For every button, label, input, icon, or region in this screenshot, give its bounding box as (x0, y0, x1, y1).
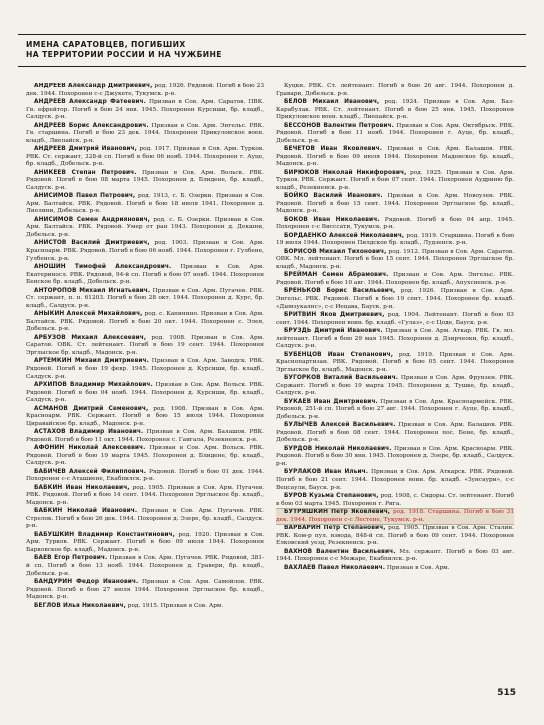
entry-text: род. 1908. Призван в Сов. Арм. Красноарм. РВК. Сержант. Погиб в бою 15 июля 1944. Похоронен Циравайское бр. кладб., Мадонск. р-н. (26, 405, 264, 427)
entry-name: БУТРЯШКИН Петр Яковлевич, (284, 509, 391, 515)
memorial-entry (26, 508, 264, 531)
entry-name: АНДРЕЕВ Александр Дмитриевич, (34, 83, 153, 89)
entry-name: БУРДОВ Николай Николаевич. (284, 445, 392, 452)
memorial-entry (26, 288, 264, 311)
entry-name: АРБУЗОВ Михаил Алексеевич, (34, 334, 147, 341)
entry-name: БАБКИН Николай Иванович. (34, 508, 138, 515)
entry-name: БАБИЧЕВ Алексей Филиппович. (34, 468, 147, 475)
memorial-entry (276, 99, 514, 122)
entry-text: Призван в Сов. Арм. Красноармейск. РВК. Рядовой, 251-й сп. Погиб в бою 27 авг. 1944. Похоронен г. Ауце, бр. кладб., Добельск. р-н. (276, 398, 514, 420)
entry-text: Призван в Сов. Арм. Аткар. РВК. Гв. мл. лейтенант. Погиб в бою 29 мая 1945. Похоронен д. Дзирчеоки, бр. кладб., Салдуск. р-н. (276, 327, 514, 350)
entry-name: БАБКИН Иван Николаевич, (34, 484, 130, 491)
memorial-entry (276, 123, 514, 146)
entry-name: ВАРВАРИН Петр Степанович, (284, 524, 386, 531)
entry-text: род. 1925. Призван в Сов. Арм. Турков. РВК. Сержант. Погиб в бою 07 сент. 1944. Похоронен Аудриню бр. кладб., Резекненск. р-н. (276, 169, 514, 191)
entry-text: род. 1904. Лейтенант. Погиб в бою 03 сент. 1944. Похоронен воин. бр. кладб. «Гулаз», с-с Цоде, Бауск. р-н. (276, 311, 514, 326)
memorial-entry (276, 83, 514, 98)
left-column (26, 83, 264, 683)
entry-text: Призван в Сов. Арм. Заводск. РВК. Рядовой. Погиб в бою 19 февр. 1945. Похоронен д. Курсиши, бр. кладб., Салдуск. р-н. (26, 358, 264, 380)
memorial-entry (276, 217, 514, 232)
entry-name: АНОШИН Тимофей Александрович. (34, 264, 172, 271)
memorial-entry (26, 579, 264, 602)
entry-text: Призван в Сов. Арм. Пугачев. РВК. Стрелок. Погиб в бою 26 дек. 1944. Похоронен д. Эзере, бр. кладб., Салдуск. р-н. (26, 508, 264, 530)
entry-text: Призван в Сов. Арм. Екатериносл. РВК. Рядовой, 94-й сп. Погиб в бою 07 нояб. 1944. Похоронен Бенское бр. кладб., Добельск. р-н. (26, 264, 264, 286)
entry-name: БЕЧЕТОВ Иван Яковлевич. (284, 146, 383, 153)
memorial-entry (26, 217, 264, 240)
memorial-entry (26, 146, 264, 169)
entry-name: БОЙКО Василий Иванович. (284, 193, 383, 200)
memorial-entry (276, 446, 514, 469)
memorial-entry (276, 249, 514, 272)
memorial-entry (26, 123, 264, 146)
entry-text: Призван в Сов. Арм. Пугачев. РВК. Ст. сержант, п. п. 61203. Погиб в бою 28 окт. 1944. Похоронен д. Курс, бр. кладб., Салдуск. р-н. (26, 287, 264, 309)
entry-name: БЕГЛОВ Илья Николаевич, (34, 602, 126, 609)
entry-name: БУБЕНЦОВ Иван Степанович, (284, 351, 394, 358)
entry-name: БАБУШКИН Владимир Константинович, (34, 531, 175, 538)
memorial-entry (276, 233, 514, 248)
entry-text: Призван в Сов. Арм. Балашов. РВК. Рядовой. Погиб в бою 08 сент. 1944. Похоронен пос. Бене, бр. кладб., Добельск. р-н. (276, 422, 514, 444)
memorial-entry (26, 170, 264, 193)
entry-name: АНТОРОПОВ Михаил Игнатьевич. (34, 287, 151, 294)
memorial-entry (26, 240, 264, 263)
memorial-entry (26, 264, 264, 287)
entry-name: БРЕНЬКОВ Борис Васильевич, (284, 288, 396, 295)
memorial-entry (276, 549, 514, 564)
entry-name: БОРИСОВ Михаил Тихонович, (284, 248, 387, 255)
entry-name: БАЕВ Егор Петрович. (34, 555, 108, 562)
entry-text: Призван в Сов. Арм. Балашов. РВК. Рядовой. Погиб в бою 09 июля 1944. Похоронен Мадонское бр. кладб., Мадонск. р-н. (276, 146, 514, 168)
entry-name: БОРДАЕНКО Алексей Николаевич, (284, 232, 405, 239)
memorial-entry (276, 509, 514, 524)
entry-text: Рядовой. Погиб в бою 04 апр. 1945. Похоронен с-с Висссати, Тукумск. р-н. (276, 216, 514, 231)
entry-text: Призван в Сов. Арм. Балашов. РВК. Рядовой. Погиб в бою 11 окт. 1944. Похоронен с. Гаигала, Резекненск. р-н. (26, 429, 264, 443)
entry-name: БЕЛОВ Михаил Иванович, (284, 98, 380, 105)
memorial-entry (26, 311, 264, 334)
entry-name: АНДРЕЕВ Дмитрий Иванович, (34, 146, 137, 153)
memorial-entry (26, 485, 264, 508)
entry-name: БОКОВ Иван Николаевич. (284, 216, 380, 223)
entry-text: Призван в Сов. Арм. (386, 564, 450, 571)
entry-text: Призван в Сов. Арм. Новоузен. РВК. Рядовой. Погиб в бою 15 сент. 1944. Похоронен Эрглыское бр. кладб., Мадонск. р-н. (276, 193, 514, 215)
memorial-entry (276, 469, 514, 492)
entry-text: род. 1915. Призван в Сов. Арм. (127, 602, 224, 609)
memorial-entry (26, 99, 264, 122)
memorial-entry (276, 312, 514, 327)
entry-text: род. 1908, с. Сидоры. Ст. лейтенант. Погиб в бою 03 марта 1945. Похоронен г. Рига. (276, 493, 514, 507)
entry-text: род. 1926. Призван в Сов. Арм. Энгельс. РВК. Рядовой. Погиб в бою 19 сент. 1944. Похоронен бр. кладб. «Дымзукалнс», с-с Иецава, Бауск. р-н. (276, 288, 514, 310)
entry-name: АСТАХОВ Владимир Иванович. (34, 429, 144, 436)
page-number: 515 (497, 688, 516, 698)
memorial-entry (26, 555, 264, 578)
entry-name: БУКАЕВ Иван Дмитриевич. (284, 398, 378, 405)
entry-text: род. с. Капинино. Призван в Сов. Арм. Балтайск. РВК. Рядовой. Погиб в бою 20 окт. 1944. Похоронен с. Элея, Добельск. р-н. (26, 311, 264, 333)
entry-text: род. 1926. Рядовой. Погиб в бою 23 дек. 1944. Похоронен с-с Джукете, Тукумск. р-н. (26, 83, 264, 97)
entry-text: род. 1917. Призван в Сов. Арм. Турков. РВК. Ст. сержант, 328-й сп. Погиб в бою 06 нояб. 1944. Похоронен г. Ауце, бр. кладб., Добельск. р-н. (26, 146, 264, 168)
entry-text: Мл. сержант. Погиб в бою 03 авг. 1944. Похоронен с-с Межаре, Екабпилск. р-н. (276, 548, 514, 563)
entry-name: БУРЛАКОВ Иван Ильич. (284, 469, 369, 476)
entry-text: род. 1919. Старшина. Погиб в бою 19 июля 1944. Похоронен Пилдское бр. кладб., Лудзенск. р-н. (276, 232, 514, 247)
entry-name: АНЫКИН Алексей Михайлович, (34, 311, 143, 318)
entry-name: БРЕЙМАН Семен Абрамович. (284, 272, 389, 279)
memorial-entry (26, 469, 264, 484)
entry-text: Призван в Сов. Арм. Фрунзен. РВК. Сержант. Погиб в бою 19 марта 1945. Похоронен д. Тушке, бр. кладб., Салдуск. р-н. (276, 375, 514, 397)
entry-name: БИРЮКОВ Николай Никифорович, (284, 169, 407, 176)
entry-text: Призван в Сов. Арм. Вольск. РВК. Рядовой. Погиб в бою 08 марта 1945. Похоронен д. Блидене, бр. кладб., Салдуск. р-н. (26, 169, 264, 191)
entry-text: Призван в Сов. Арм. Аткарск. РВК. Рядовой. Погиб в бою 21 сент. 1944. Похоронен воин. бр. кладб. «Зунсаури», с-с Вецсаули, Бауск. р-н. (276, 469, 514, 491)
memorial-entry (276, 565, 514, 573)
memorial-entry (26, 603, 264, 611)
entry-text: Призван в Сов. Арм. Красноарм. РВК. Рядовой. Погиб в бою 30 янв. 1945. Похоронен д. Эзере, бр. кладб., Салдуск. р-н. (276, 445, 514, 468)
entry-text: род. 1905. Призван в Сов. Арм. Пугачев. РВК. Рядовой. Погиб в бою 14 сент. 1944. Похоронен Эрглыское бр. кладб., Мадонск. р-н. (26, 484, 264, 506)
entry-text: Призван в Сов. Арм. Вольск. РВК. Рядовой. Погиб в бою 19 марта 1945. Похоронен д. Блидене, бр. кладб., Салдуск. р-н. (26, 445, 264, 467)
entry-name: АНДРЕЕВ Борис Александрович. (34, 122, 149, 129)
entry-name: ВАХЛАЕВ Павел Николаевич. (284, 564, 386, 571)
entry-text: Призван в Сов. Арм. Пугачев. РВК. Рядовой, 381-й сп. Погиб в бою 13 нояб. 1944. Похоронен д. Гравери, бр. кладб., Добельск. р-н. (26, 555, 264, 577)
entry-text: Куцкн. РВК. Ст. лейтенант. Погиб в бою 26 авг. 1944. Похоронен д. Гравари, Добельск. р-н. (276, 83, 514, 97)
entry-name: БЕССОНОВ Валентин Петрович. (284, 122, 394, 129)
entry-text: род. 1919. Призван в Сов. Арм. Краснопартизан. РВК. Рядовой. Погиб в бою 05 сент. 1944. Похоронен Эрглыское бр. кладб., Мадонск. р-н. (276, 351, 514, 373)
entry-text: род. 1912. Призван в Сов. Арм. Саратов. ОВК. Мл. лейтенант. Погиб в бою 15 сент. 1944. Похоронен Эрглыское бр. кладб., Мадонск. р-н. (276, 248, 514, 271)
top-rule (18, 34, 526, 35)
entry-name: АРТЕМКИН Михаил Дмитриевич. (34, 358, 149, 365)
memorial-entry (26, 382, 264, 405)
memorial-entry (276, 422, 514, 445)
header-rule (18, 66, 526, 67)
entry-text: Призван в Сов. Арм. Энгельс. РВК. Рядовой. Погиб в бою 10 авг. 1944. Похоронен бр. кладб., Апухсненск. р-н. (276, 272, 514, 287)
entry-name: БРУЗДЬ Дмитрий Иванович. (284, 327, 383, 334)
entry-name: БУРОВ Кузьма Степанович, (284, 493, 379, 500)
entry-text: род. 1903. Призван в Сов. Арм. Красноарм. РВК. Рядовой. Погиб в бою 06 нояб. 1944. Похоронен г. Гулбене, Гулбенск. р-н. (26, 240, 264, 262)
right-column (276, 83, 514, 683)
header-line-1: ИМЕНА САРАТОВЦЕВ, ПОГИБШИХ (26, 40, 186, 49)
memorial-entry (26, 83, 264, 98)
entry-name: БАНДУРИН Федор Иванович. (34, 578, 139, 585)
entry-name: АНИСТОВ Василий Дмитриевич, (34, 240, 150, 247)
entry-name: БРИТВИН Яков Дмитриевич, (284, 311, 385, 318)
memorial-entry (276, 399, 514, 422)
memorial-entry (26, 335, 264, 358)
entry-text: род. 1918. Старшина. Погиб в бою 31 дек. 1944. Похоронен с-с Лестене, Тукумск. р-н. (276, 509, 514, 523)
memorial-entry (276, 146, 514, 169)
memorial-entry (276, 375, 514, 398)
memorial-entry (26, 429, 264, 444)
memorial-entry (276, 352, 514, 375)
header-line-2: НА ТЕРРИТОРИИ РОССИИ И НА ЧУЖБИНЕ (26, 50, 222, 59)
entry-name: БУЛЫЧЕВ Алексей Васильевич. (284, 422, 396, 429)
entry-name: АНИСИМОВ Павел Петрович, (34, 193, 136, 200)
memorial-entry (26, 358, 264, 381)
memorial-entry (276, 525, 514, 548)
memorial-entry (26, 406, 264, 429)
memorial-entry (276, 493, 514, 508)
entry-text: Призван в Сов. Арм. Октябрьск. РВК. Рядовой. Погиб в бою 11 нояб. 1944. Похоронен г. Ауце, бр. кладб., Добельск. р-н. (276, 122, 514, 144)
entry-text: род. 1924. Призван в Сов. Арм. Баз-Карабулак. РВК. Ст. лейтенант. Погиб в бою 25 янв. 1945. Похоронен Прикуловское воен. кладб., Лиепайск. р-н. (276, 98, 514, 121)
memorial-entry (26, 445, 264, 468)
section-header (26, 40, 222, 60)
memorial-entry (276, 170, 514, 193)
entry-text: род. 1920. Призван в Сов. Арм. Турков. РВК. Сержант. Погиб в бою 09 июля 1944. Похоронен Барковское бр. кладб., Мадонск. р-н. (26, 531, 264, 553)
entry-text: род. 1908. Призван в Сов. Арм. Саратов. ОВК. Ст. лейтенант. Погиб в бою 19 сент. 1944. Похоронен Эрглыское бр. кладб., Мадонск. р-н. (26, 334, 264, 356)
memorial-entry (26, 532, 264, 555)
entry-text: Призван в Сов. Арм. Самойлов. РВК. Рядовой. Погиб в бою 27 июля 1944. Похоронен Эрглыское бр. кладб., Мадонск. р-н. (26, 578, 264, 601)
entry-text: род. 1913, с. Б. Озерки. Призван в Сов. Арм. Балтайск. РВК. Рядовой. Погиб в бою 18 июля 1941. Похоронен д. Лиелини, Добельск. р-н. (26, 193, 264, 215)
memorial-entry (26, 193, 264, 216)
entry-text: род. с. Б. Озерки. Призван в Сов. Арм. Балтайск. РВК. Рядовой. Умер от ран 1943. Похоронен д. Декшни, Добельск. р-н. (26, 216, 264, 239)
memorial-entry (276, 328, 514, 351)
entry-name: АФОНИН Николай Алексеевич. (34, 445, 146, 452)
entry-name: АНИСИМОВ Семен Андриянович, (34, 216, 150, 223)
entry-name: АНИКЕЕВ Степан Петрович. (34, 169, 137, 176)
entry-text: Рядовой. Погиб в бою 01 дек. 1944. Похоронен с-с Аташиене, Екабпилск. р-н. (26, 468, 264, 483)
entry-text: род. 1905. Призван в Сов. Арм. Сталин. РВК. Ком-р пул. взвода, 848-й сп. Погиб в бою 09 сент. 1944. Похоронен Елковский уезд, Резекненск. р-н. (276, 524, 514, 547)
memorial-entry (276, 288, 514, 311)
entry-name: БУГОРКОВ Виталий Васильевич. (284, 375, 399, 382)
memorial-entry (276, 272, 514, 287)
entry-name: АНДРЕЕВ Александр Фатеевич. (34, 98, 146, 105)
entry-text: Призван в Сов. Арм. Вольск. РВК. Рядовой. Погиб в бою 04 нояб. 1944. Похоронен д. Курсиши, бр. кладб., Салдуск. р-н. (26, 381, 264, 404)
entry-text: Призван в Сов. Арм. Саратов. ПВК. Гв. ефрейтор. Погиб в бою 24 янв. 1945. Похоронен Курсиши, бр. кладб., Салдуск. р-н. (26, 98, 264, 121)
entry-name: АСМАНОВ Дмитрий Семенович, (34, 405, 149, 412)
memorial-entry (276, 193, 514, 216)
entry-name: АРХИПОВ Владимир Михайлович. (34, 381, 153, 388)
entry-name: ВАХНОВ Валентин Васильевич. (284, 548, 396, 555)
entry-text: Призван в Сов. Арм. Энгельс. РВК. Гв. старшина. Погиб в бою 23 дек. 1944. Похоронен Прикуловское воен. кладб., Лиепайск. р-н. (26, 122, 264, 144)
